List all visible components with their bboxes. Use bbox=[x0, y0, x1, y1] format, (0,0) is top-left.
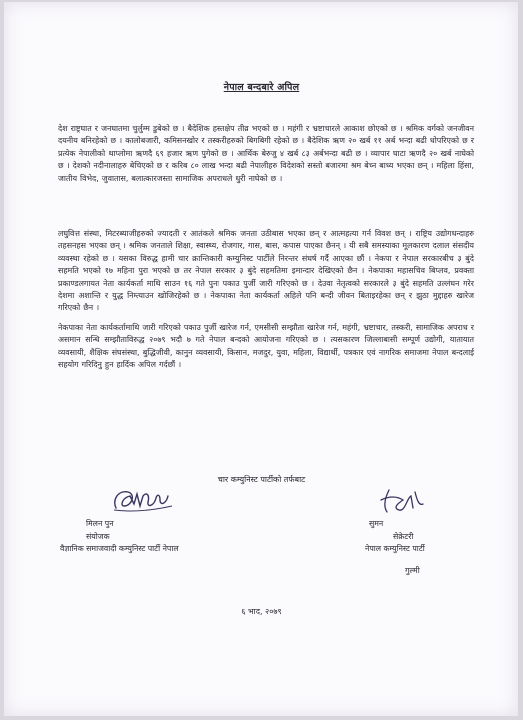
signature-milan-icon bbox=[110, 482, 180, 518]
document-title: नेपाल बन्दबारे अपिल bbox=[223, 82, 300, 93]
signatory-right-role: सेक्रेटरी bbox=[393, 531, 414, 541]
signatory-left-name: मिलन पुन bbox=[86, 519, 114, 528]
signatory-right-place: गुल्मी bbox=[405, 565, 420, 575]
signature-suman-icon bbox=[375, 482, 435, 518]
signatory-left bbox=[60, 482, 260, 556]
paragraph-2: लघुवित्त संस्था, मिटरब्याजीहरुको ज्यादती र आतंकले श्रमिक जनता उठीबास भएका छन् र आत्महत्या गर्न विवश छन् । राष्ट्रिय उद्योगधन्दाहरु तहसनहस भएका छन् । श्रमिक जनताले शिक्षा, स्वास्थ्य, रोजगार, गास, बास, कपास पाएका छैनन् । यी सबै समस्याका मूलकारण दलाल संसदीय व्यवस्था रहेको छ । यसका विरुद्ध हामी चार क्रान्तिकारी कम्युनिस्ट पार्टीले निरन्तर संघर्ष गर्दै आएका छौं । नेकपा र नेपाल सरकारबीच ३ बुंदे सहमति भएको १७ महिना पुरा भएको छ तर नेपाल सरकार ३ बुंदे सहमतिमा इमान्दार देखिएको छैन । नेकपाका महासचिव बिप्लव, प्रवक्ता प्रकाण्डलगायत नेता कार्यकर्ता माथि साउन १६ गते पुनः पकाउ पुर्जी जारी गरिएको छ । देउवा नेतृत्वको सरकारले ३ बुंदे सहमति उल्लंघन गरेर देशमा अशान्ति र युद्ध निम्त्याउन खोजिरहेको छ । नेकपाका नेता कार्यकर्ता अहिले पनि बन्दी जीवन बिताइरहेका छन् र झुठा मुद्दाहरु खारेज गरिएको छैन । bbox=[58, 229, 474, 313]
signatory-right bbox=[365, 482, 505, 577]
paragraph-1: देश राष्ट्रघात र जनघातमा चुर्लुम्म डुबेको छ । बैदेशिक हस्तक्षेप तीव्र भएको छ । महंगी र भ्रष्टाचारले आकाश छोएको छ । श्रमिक वर्गको जनजीवन दयनीय बनिरहेको छ । कालोबजारी, कमिसनखोर र तस्करीहरुको बिगबिगी रहेको छ । बैदेशिक ऋण २० खर्ब ११ अर्ब भन्दा बढी धोपरिएको छ र प्रत्येक नेपालीको थाप्लोमा ऋणदै ६९ हजार ऋण पुगेको छ । आर्थिक बेरुजु ४ खर्ब ८३ अर्बभन्दा बढी छ । व्यापार घाटा ऋणदै २० खर्ब नाघेको छ । देशको नदीनालाहरु बेचिएको छ र करिब ८० लाख भन्दा बढी नेपालीहरु विदेशको सस्तो बजारमा श्रम बेच्न बाध्य भएका छन् । महिला हिंसा, जातीय विभेद, जुवातास, बलात्कारजस्ता सामाजिक अपराधले धुरी नाघेको छ । bbox=[58, 124, 474, 183]
closing-line: चार कम्युनिस्ट पार्टीको तर्फबाट bbox=[217, 475, 306, 484]
signatory-right-organization: नेपाल कम्युनिस्ट पार्टी bbox=[365, 544, 425, 553]
paragraph-3: नेकपाका नेता कार्यकर्तामाथि जारी गरिएको पकाउ पुर्जी खारेज गर्न, एमसीसी सम्झौता खारेज गर्न, महंगी, भ्रष्टाचार, तस्करी, सामाजिक अपराध र असमान सन्धि सम्झौताविरुद्ध २०७९ भदौ ७ गते नेपाल बन्दको आयोजना गरिएको छ । त्यसकारण जिल्लाबासी सम्पूर्ण उद्योगी, यातायात व्यवसायी, शैक्षिक संघसंस्था, बुद्धिजीवी, कानुन व्यवसायी, किसान, मजदुर, युवा, महिला, विद्यार्थी, पत्रकार एवं नागरिक समाजमा नेपाल बन्दलाई सहयोग गरिदिनु हुन हार्दिक अपिल गर्दछौं । bbox=[58, 323, 474, 370]
signatory-right-name: सुमन bbox=[369, 519, 384, 528]
signatory-left-organization: वैज्ञानिक समाजवादी कम्युनिस्ट पार्टी नेपाल bbox=[60, 544, 179, 553]
signatory-left-role: संयोजक bbox=[86, 531, 110, 541]
document-date: ६ भाद, २०७९ bbox=[241, 607, 282, 616]
